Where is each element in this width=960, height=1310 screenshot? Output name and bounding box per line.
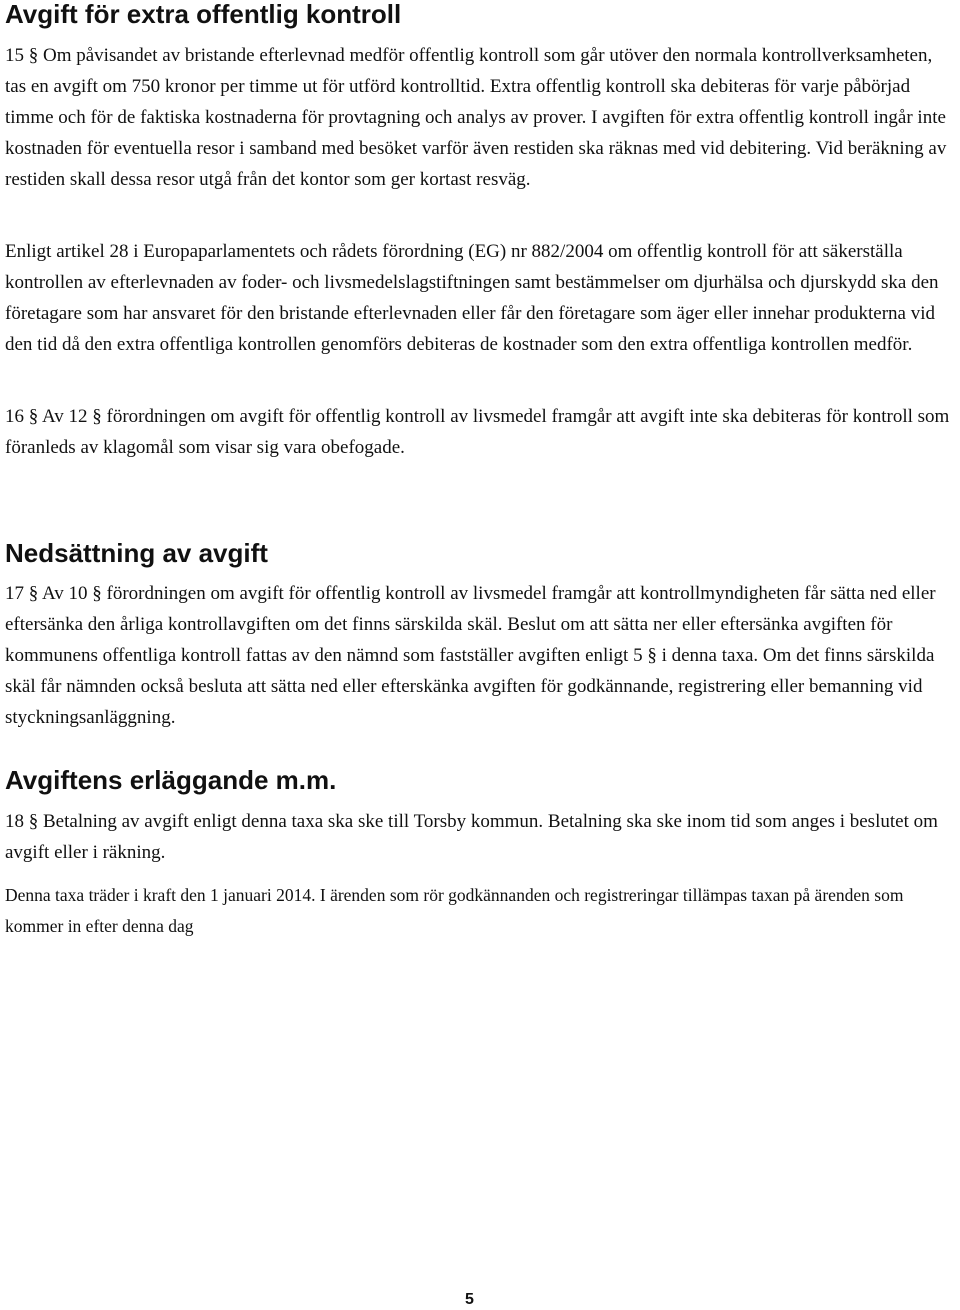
paragraph-16: 16 § Av 12 § förordningen om avgift för offentlig kontroll av livsmedel framgår att avgift inte ska debiteras för kontroll som föranleds av klagomål som visar sig vara obefogade. xyxy=(5,406,950,458)
page-number: 5 xyxy=(465,1291,474,1308)
paragraph-17: 17 § Av 10 § förordningen om avgift för offentlig kontroll av livsmedel framgår att kontrollmyndigheten får sätta ned eller eftersänka den årliga kontrollavgiften om det finns särskilda skäl. Beslut om att sätta ner eller eftersänka avgiften för kommunens offentliga kontroll fattas av den nämnd som fastställer avgiften enligt 5 § i denna taxa. Om det finns särskilda skäl får nämnden också besluta att sätta ned eller efterskänka avgiften för godkännande, registrering eller bemanning vid styckningsanläggning. xyxy=(5,583,936,728)
paragraph-ikrafttradande: Denna taxa träder i kraft den 1 januari 2014. I ärenden som rör godkännanden och registreringar tillämpas taxan på ärenden som kommer in efter denna dag xyxy=(5,885,904,936)
heading-erlaggande: Avgiftens erläggande m.m. xyxy=(5,765,337,795)
paragraph-15: 15 § Om påvisandet av bristande efterlevnad medför offentlig kontroll som går utöver den normala kontrollverksamheten, tas en avgift om 750 kronor per timme ut för utförd kontrolltid. Extra offentlig kontroll ska debiteras för varje påbörjad timme och för de faktiska kostnaderna för provtagning och analys av prover. I avgiften för extra offentlig kontroll ingår inte kostnaden för eventuella resor i samband med besöket varför även restiden ska räknas med vid debitering. Vid beräkning av restiden skall dessa resor utgå från det kontor som ger kortast resväg. xyxy=(5,45,947,190)
heading-extra-kontroll: Avgift för extra offentlig kontroll xyxy=(5,0,402,29)
paragraph-artikel-28: Enligt artikel 28 i Europaparlamentets och rådets förordning (EG) nr 882/2004 om offentlig kontroll för att säkerställa kontrollen av efterlevnaden av foder- och livsmedelslagstiftningen samt bestämmelser om djurhälsa och djurskydd ska den företagare som har ansvaret för den bristande efterlevnaden eller får den företagare som äger eller innehar produkterna vid den tid då den extra offentliga kontrollen genomförs debiteras de kostnader som den extra offentliga kontrollen medför. xyxy=(5,241,939,355)
heading-nedsattning: Nedsättning av avgift xyxy=(5,538,268,568)
paragraph-18: 18 § Betalning av avgift enligt denna taxa ska ske till Torsby kommun. Betalning ska ske inom tid som anges i beslutet om avgift eller i räkning. xyxy=(5,811,938,863)
